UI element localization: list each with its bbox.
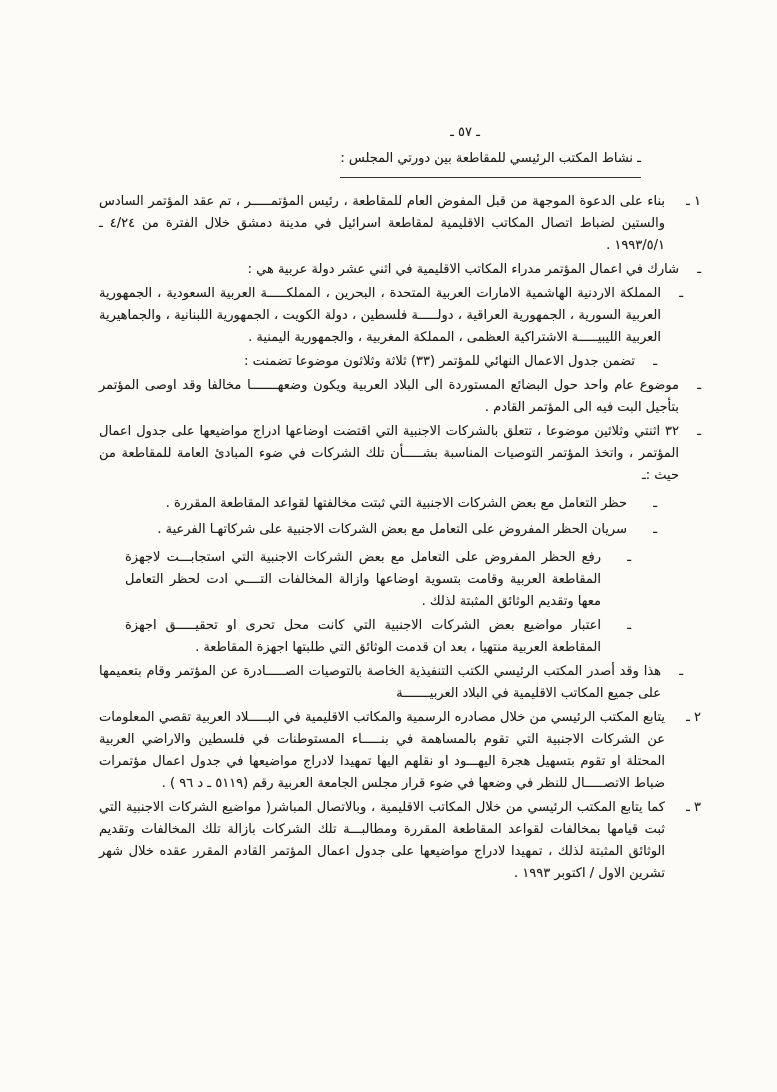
dash-marker: ـ — [697, 378, 701, 393]
bullet-agenda-text: تضمن جدول الاعمال النهائي للمؤتمر (٣٣) ثلاثة وثلاثون موضوعا تضمنت : — [244, 354, 635, 369]
paragraph-1 — [99, 191, 701, 257]
bullet-32-topics — [99, 421, 701, 487]
paragraph-2-text: يتابع المكتب الرئيسي من خلال مصادره الرسمية والمكاتب الاقليمية في البـــــلاد العربية تقصي المعلومات عن الشركات الاجنبية التي تقوم بالمساهمة في بنـــــاء المستوطنات في فلسطين والاراضي العربية المحتلة او تقوم بتسهيل هجرة اليهـــود او نقلهم اليها تمهيدا لادراج مواضيعها في جدول اعمال مؤتمرات ضباط الاتصـــــال للنظر في وضعها في ضوء قرار مجلس الجامعة العربية رقم (٥١١٩ ـ د ٩٦ ) . — [99, 710, 665, 791]
bullet-32-topics-text: ٣٢ اثنتي وثلاثين موضوعا ، تتعلق بالشركات الاجنبية التي اقتضت اوضاعها ادراج مواضيعها على جدول اعمال المؤتمر ، واتخذ المؤتمر التوصيات المناسبة بشـــــأن تلك الشركات في ضوء المبادئ العامة للمقاطعة من حيث :ـ — [99, 424, 679, 483]
bullet-executive-letters-text: هذا وقد أصدر المكتب الرئيسي الكتب التنفيذية الخاصة بالتوصيات الصـــــادرة عن المؤتمر وقام بتعميمها على جميع المكاتب الاقليمية في البلاد العربيـــــــة — [99, 664, 661, 701]
bullet-countries-text: المملكة الاردنية الهاشمية الامارات العربية المتحدة ، البحرين ، المملكـــــة العربية السعودية ، الجمهورية العربية السورية ، الجمهورية العراقية ، دولـــــة فلسطين ، دولة الكويت ، الجمهورية اللبنانية ، والجماهيرية العربية الليبيـــــة الاشتراكية العظمى ، المملكة المغربية ، والجمهورية اليمنية . — [99, 286, 661, 345]
sub-bullet-ban-text: حظر التعامل مع بعض الشركات الاجنبية التي ثبتت مخالفتها لقواعد المقاطعة المقررة . — [165, 496, 627, 511]
dash-marker: ـ — [653, 496, 657, 511]
dash-marker: ـ — [697, 424, 701, 439]
bullet-general-topic — [99, 375, 701, 419]
sub-bullet-subsidiaries-text: سريان الحظر المفروض على التعامل مع بعض الشركات الاجنبية على شركاتهـا الفرعية . — [157, 522, 627, 537]
bullet-agenda — [99, 351, 657, 373]
dash-marker: ـ — [627, 550, 631, 565]
dash-marker: ـ — [627, 618, 631, 633]
sub-bullet-closed-cases-text: اعتبار مواضيع بعض الشركات الاجنبية التي كانت محل تحرى او تحقيـــــق اجهزة المقاطعة العربية منتهيا ، بعد ان قدمت الوثائق التي طلبتها اجهزة المقاطعة . — [125, 618, 601, 655]
bullet-participants — [99, 259, 701, 281]
list-marker-2: ٢ ـ — [686, 710, 701, 725]
paragraph-1-text: بناء على الدعوة الموجهة من قبل المفوض العام للمقاطعة ، رئيس المؤتمـــــر ، تم عقد المؤتمر السادس والستين لضباط اتصال المكاتب الاقليمية لمقاطعة اسرائيل في مدينة دمشق خلال الفترة من ٤/٢٤ ـ ١٩٩٣/٥/١ . — [99, 194, 665, 253]
dash-marker: ـ — [679, 286, 683, 301]
sub-bullet-subsidiaries — [113, 519, 657, 541]
paragraph-3 — [99, 797, 701, 885]
paragraph-3-text: كما يتابع المكتب الرئيسي من خلال المكاتب الاقليمية ، وبالاتصال المباشر( مواضيع الشركات الاجنبية التي ثبت قيامها بمخالفات لقواعد المقاطعة المقررة ومطالبـــة تلك الشركات بازالة تلك المخالفات وتقديم الوثائق المثبتة لذلك ، تمهيدا لادراج مواضيعها على جدول اعمال المؤتمر القادم المقرر عقده خلال شهر تشرين الاول / اكتوبر ١٩٩٣ . — [99, 800, 665, 881]
dash-marker: ـ — [697, 262, 701, 277]
heading-row — [99, 148, 641, 178]
bullet-countries — [99, 283, 683, 349]
sub-bullet-lift-ban-text: رفع الحظر المفروض على التعامل مع بعض الشركات الاجنبية التي استجابـــت لاجهزة المقاطعة العربية وقامت بتسوية اوضاعها وازالة المخالفات التــــي ادت لحظر التعامل معها وتقديم الوثائق المثبتة لذلك . — [125, 550, 601, 609]
sub-bullet-closed-cases — [125, 615, 631, 659]
page-number: ـ ٥٧ ـ — [450, 125, 480, 140]
sub-bullet-ban — [113, 493, 657, 515]
page-title: ـ نشاط المكتب الرئيسي للمقاطعة بين دورتي المجلس : — [340, 148, 641, 178]
page-content — [99, 122, 701, 887]
dash-marker: ـ — [679, 664, 683, 679]
bullet-executive-letters — [99, 661, 683, 705]
bullet-participants-text: شارك في اعمال المؤتمر مدراء المكاتب الاقليمية في اثني عشر دولة عربية هي : — [247, 262, 679, 277]
dash-marker: ـ — [653, 522, 657, 537]
dash-marker: ـ — [653, 354, 657, 369]
paragraph-2 — [99, 707, 701, 795]
list-marker-3: ٣ ـ — [686, 800, 701, 815]
list-marker-1: ١ ـ — [686, 194, 701, 209]
bullet-general-topic-text: موضوع عام واحد حول البضائع المستوردة الى البلاد العربية ويكون وضعهـــــــا مخالفا وقد اوصى المؤتمر بتأجيل البت فيه الى المؤتمر القادم . — [99, 378, 679, 415]
sub-bullet-lift-ban — [125, 547, 631, 613]
